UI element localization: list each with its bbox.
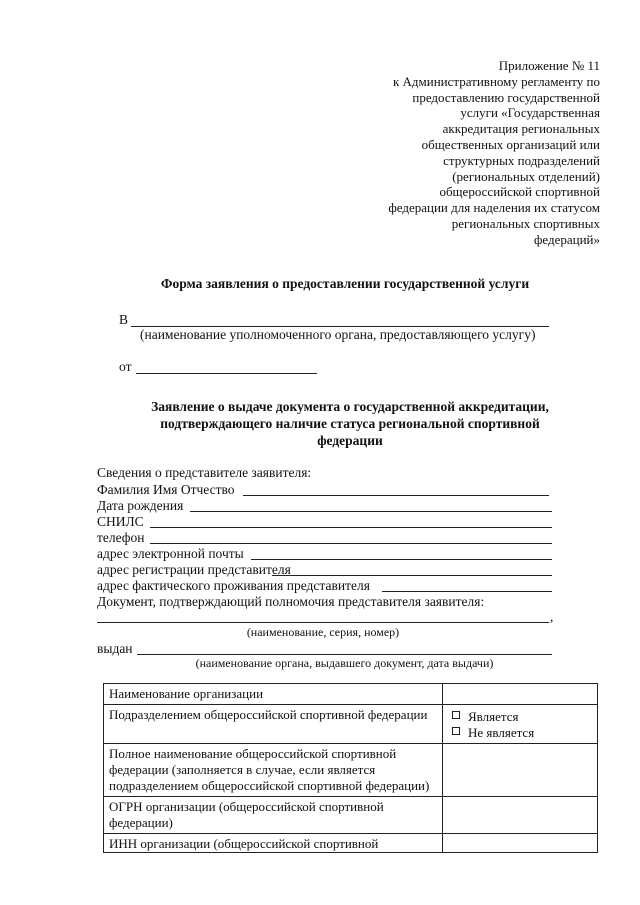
authority-doc-caption: (наименование, серия, номер): [246, 625, 400, 639]
full-name-label: Фамилия Имя Отчество: [97, 482, 235, 497]
statement-title-line: подтверждающего наличие статуса региональной спортивной: [160, 416, 540, 431]
table-cell-value[interactable]: [443, 797, 598, 834]
appendix-line: Приложение № 11: [498, 58, 600, 73]
statement-title-line: Заявление о выдаче документа о государственной аккредитации,: [151, 399, 549, 414]
birth-date-field[interactable]: [190, 511, 552, 512]
full-name-field[interactable]: [243, 495, 549, 496]
option-is-label: Является: [468, 709, 519, 724]
table-row: [104, 705, 598, 744]
table-cell-label: ОГРН организации (общероссийской спортивной федерации): [104, 797, 443, 834]
option-is[interactable]: [448, 709, 592, 725]
from-prefix: от: [119, 359, 132, 374]
appendix-line: к Административному регламенту по: [392, 73, 600, 89]
issued-by-caption: (наименование органа, выдавшего документ, дата выдачи): [195, 656, 494, 670]
table-row: [104, 797, 598, 834]
snils-field[interactable]: [150, 527, 552, 528]
issued-prefix: выдан: [97, 641, 133, 656]
appendix-line: аккредитация региональных: [442, 121, 600, 137]
reg-address-field[interactable]: [272, 575, 552, 576]
table-row: [104, 684, 598, 705]
to-prefix: В: [119, 312, 129, 327]
authority-doc-heading: Документ, подтверждающий полномочия представителя заявителя:: [97, 594, 485, 609]
appendix-line: федерации для наделения их статусом: [388, 200, 600, 216]
checkbox-icon[interactable]: [452, 727, 460, 735]
comma: ,: [550, 609, 554, 624]
appendix-line: общественных организаций или: [421, 136, 600, 152]
option-is-not-label: Не является: [468, 725, 535, 740]
authority-doc-field[interactable]: [97, 622, 549, 623]
appendix-line: общероссийской спортивной: [439, 184, 600, 200]
birth-date-label: Дата рождения: [97, 498, 184, 513]
reg-address-label: адрес регистрации представителя: [97, 562, 291, 577]
option-is-not[interactable]: [448, 725, 592, 741]
email-label: адрес электронной почты: [97, 546, 244, 561]
appendix-header: [330, 58, 600, 248]
phone-field[interactable]: [150, 543, 552, 544]
table-cell-value[interactable]: [443, 684, 598, 705]
table-cell-label: ИНН организации (общероссийской спортивной: [104, 834, 443, 853]
membership-options: [443, 705, 598, 744]
table-row: [104, 744, 598, 797]
representative-heading: Сведения о представителе заявителя:: [97, 465, 312, 480]
appendix-line: региональных спортивных: [451, 215, 600, 231]
checkbox-icon[interactable]: [452, 711, 460, 719]
phone-label: телефон: [97, 530, 145, 545]
appendix-line: (региональных отделений): [452, 168, 600, 184]
statement-title: [80, 398, 620, 449]
form-title: Форма заявления о предоставлении государственной услуги: [160, 276, 530, 291]
appendix-line: предоставлению государственной: [412, 89, 600, 105]
from-field-line[interactable]: [136, 373, 317, 374]
table-cell-value[interactable]: [443, 834, 598, 853]
table-cell-label: Полное наименование общероссийской спортивной федерации (заполняется в случае, если является подразделением общероссийской спортивной федерации): [104, 744, 443, 797]
authority-caption: (наименование уполномоченного органа, предоставляющего услугу): [140, 327, 536, 342]
actual-address-field[interactable]: [382, 591, 552, 592]
table-row: [104, 834, 598, 853]
appendix-line: услуги «Государственная: [460, 105, 600, 121]
email-field[interactable]: [251, 559, 552, 560]
appendix-line: федераций»: [533, 231, 600, 247]
actual-address-label: адрес фактического проживания представителя: [97, 578, 370, 593]
table-cell-label: Наименование организации: [104, 684, 443, 705]
appendix-line: структурных подразделений: [443, 152, 600, 168]
snils-label: СНИЛС: [97, 514, 144, 529]
statement-title-line: федерации: [317, 433, 383, 448]
organization-table: [103, 683, 598, 853]
table-cell-label: Подразделением общероссийской спортивной федерации: [104, 705, 443, 744]
table-cell-value[interactable]: [443, 744, 598, 797]
issued-by-field[interactable]: [137, 654, 552, 655]
